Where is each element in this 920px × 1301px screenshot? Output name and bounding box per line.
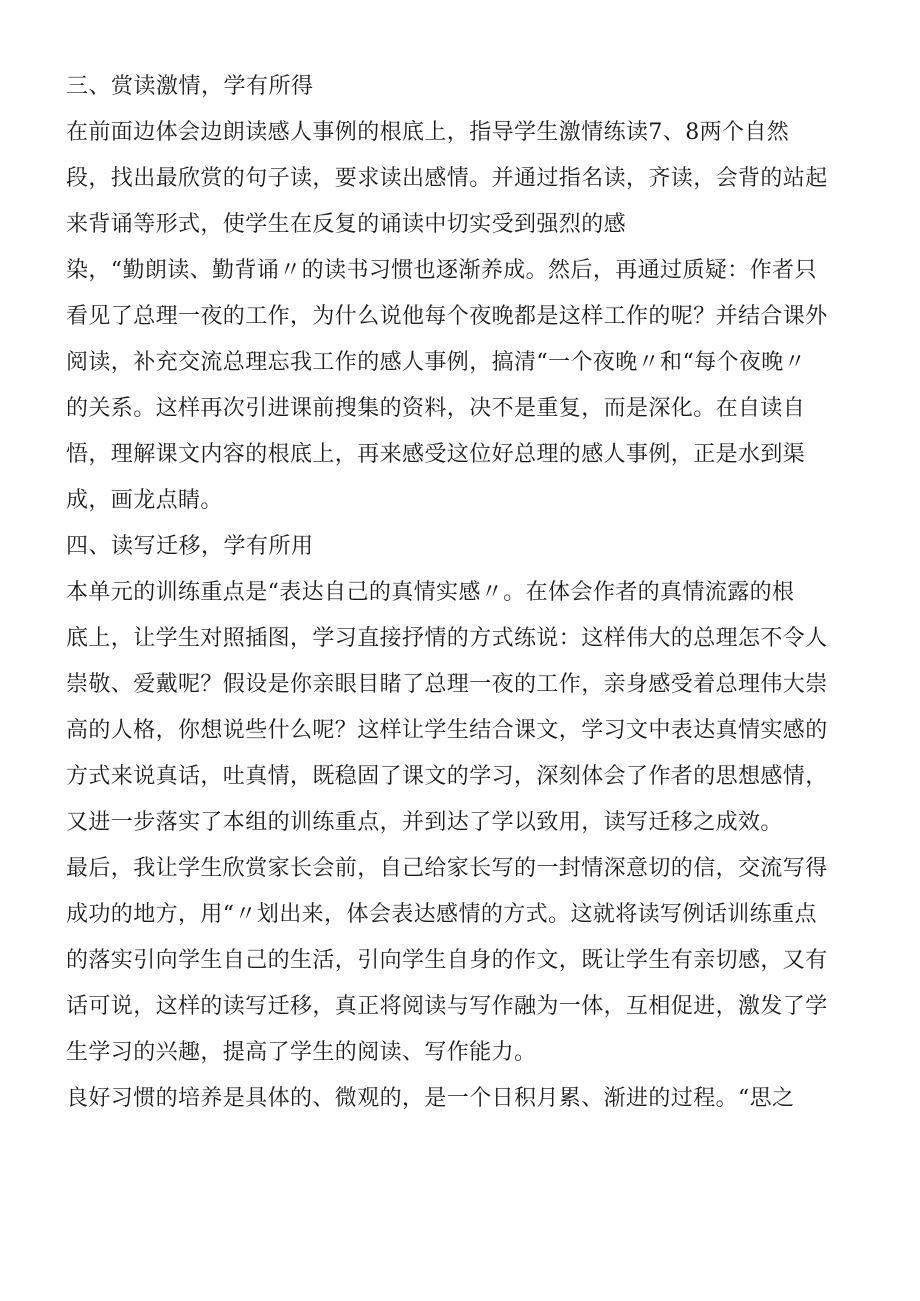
- paragraph-line: 又进一步落实了本组的训练重点，并到达了学以致用，读写迁移之成效。: [66, 810, 783, 835]
- paragraph-line: 看见了总理一夜的工作，为什么说他每个夜晚都是这样工作的呢？并结合课外: [66, 304, 828, 329]
- paragraph-line: 悟，理解课文内容的根底上，再来感受这位好总理的感人事例，正是水到渠: [66, 442, 806, 467]
- paragraph-line: 染，“勤朗读、勤背诵〃的读书习惯也逐渐养成。然后，再通过质疑：作者只: [66, 258, 817, 283]
- paragraph-line: 生学习的兴趣，提高了学生的阅读、写作能力。: [66, 1040, 537, 1065]
- paragraph-line: 最后，我让学生欣赏家长会前，自己给家长写的一封情深意切的信，交流写得: [66, 856, 828, 881]
- paragraph-line: 的关系。这样再次引进课前搜集的资料，决不是重复，而是深化。在自读自: [66, 396, 806, 421]
- paragraph-line: 底上，让学生对照插图，学习直接抒情的方式练说：这样伟大的总理怎不令人: [66, 626, 828, 651]
- section-heading-3: 三、赏读激情，学有所得: [66, 74, 314, 99]
- paragraph-line: 成，画龙点睛。: [66, 488, 223, 513]
- paragraph-line: 本单元的训练重点是“表达自己的真情实感〃。在体会作者的真情流露的根: [66, 580, 795, 605]
- paragraph-line: 方式来说真话，吐真情，既稳固了课文的学习，深刻体会了作者的思想感情，: [66, 764, 828, 789]
- paragraph-line: 段，找出最欣赏的句子读，要求读出感情。并通过指名读，齐读，会背的站起: [66, 166, 828, 191]
- paragraph-line: 崇敬、爱戴呢？假设是你亲眼目睹了总理一夜的工作，亲身感受着总理伟大崇: [66, 672, 828, 697]
- paragraph-line: 高的人格，你想说些什么呢？这样让学生结合课文，学习文中表达真情实感的: [66, 718, 828, 743]
- paragraph-line: 在前面边体会边朗读感人事例的根底上，指导学生激情练读7、8两个自然: [66, 120, 790, 145]
- paragraph-line: 阅读，补充交流总理忘我工作的感人事例，搞清“一个夜晚〃和“每个夜晚〃: [66, 350, 807, 375]
- paragraph-line: 良好习惯的培养是具体的、微观的，是一个日积月累、渐进的过程。“思之: [66, 1086, 795, 1111]
- paragraph-line: 来背诵等形式，使学生在反复的诵读中切实受到强烈的感: [66, 212, 627, 237]
- paragraph-line: 话可说，这样的读写迁移，真正将阅读与写作融为一体，互相促进，激发了学: [66, 994, 828, 1019]
- paragraph-line: 成功的地方，用“〃划出来，体会表达感情的方式。这就将读写例话训练重点: [66, 902, 817, 927]
- paragraph-line: 的落实引向学生自己的生活，引向学生自身的作文，既让学生有亲切感，又有: [66, 948, 828, 973]
- section-heading-4: 四、读写迁移，学有所用: [66, 534, 314, 559]
